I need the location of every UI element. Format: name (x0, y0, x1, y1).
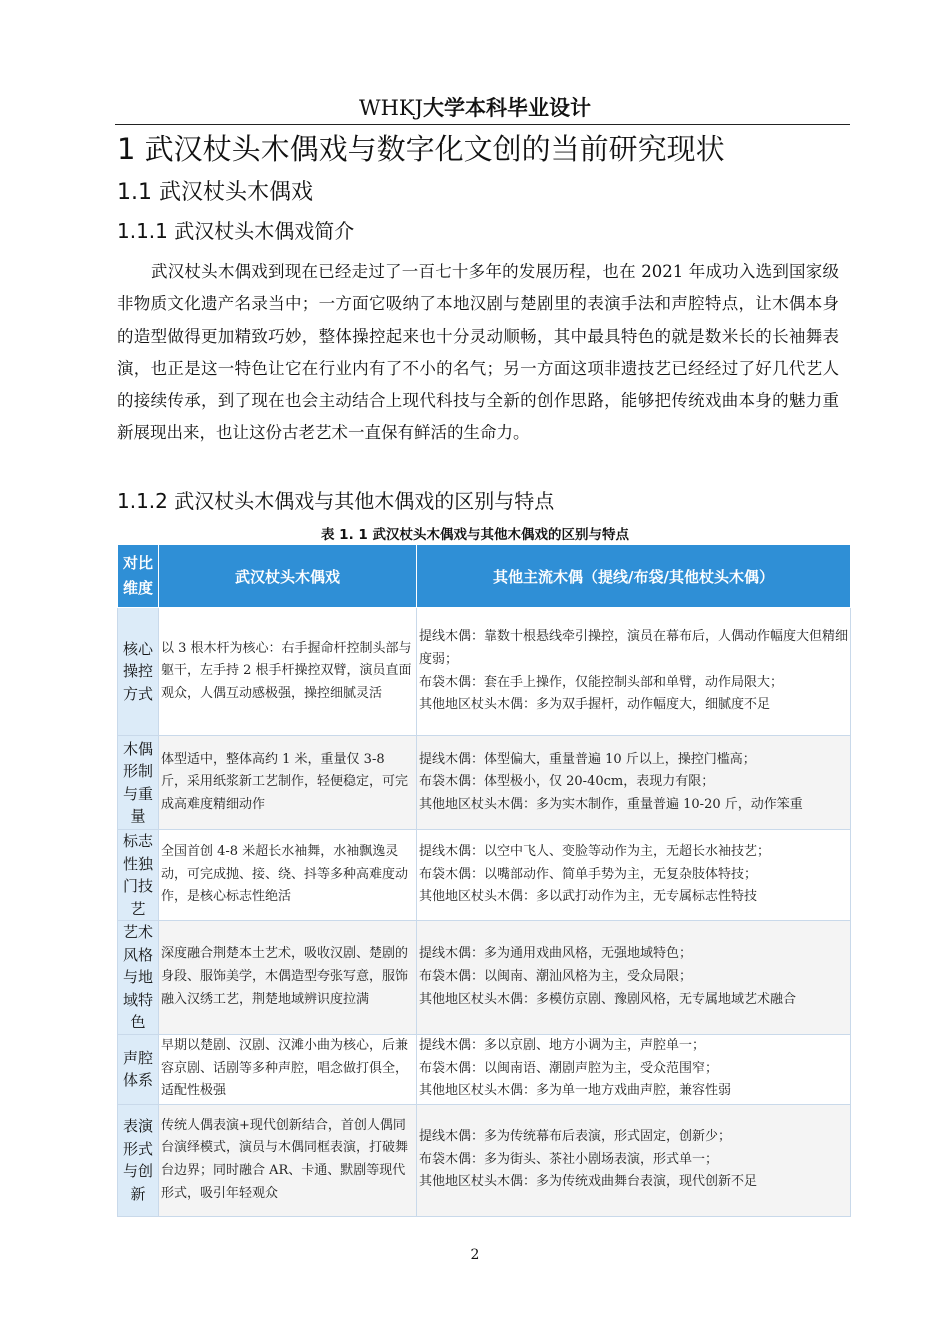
row-wuhan: 深度融合荆楚本土艺术，吸收汉剧、楚剧的身段、服饰美学，木偶造型夸张写意，服饰融入汉绣工艺，荆楚地域辨识度拉满 (159, 921, 417, 1035)
other-item: 提线木偶：多为通用戏曲风格，无强地域特色； (419, 946, 693, 962)
comparison-table (117, 544, 851, 1217)
row-dimension: 表演形式与创新 (118, 1104, 159, 1216)
other-item: 其他地区杖头木偶：多为双手握杆，动作幅度大，细腻度不足 (419, 697, 771, 713)
row-wuhan: 早期以楚剧、汉剧、汉滩小曲为核心，后兼容京剧、话剧等多种声腔，唱念做打俱全，适配性极强 (159, 1034, 417, 1104)
other-item: 提线木偶：多以京剧、地方小调为主，声腔单一； (419, 1038, 706, 1054)
header-wuhan: 武汉杖头木偶戏 (159, 545, 417, 608)
row-other (417, 830, 851, 921)
other-item: 提线木偶：体型偏大，重量普遍 10 斤以上，操控门槛高； (419, 751, 756, 767)
table-row (118, 921, 851, 1035)
other-item: 布袋木偶：以嘴部动作、简单手势为主，无复杂肢体特技； (419, 866, 758, 882)
table-caption: 表 1. 1 武汉杖头木偶戏与其他木偶戏的区别与特点 (320, 527, 629, 543)
subsection-title-intro: 1.1.1 武汉杖头木偶戏简介 (117, 219, 355, 243)
other-item: 提线木偶：以空中飞人、变脸等动作为主，无超长水袖技艺； (419, 844, 771, 860)
header-latin: WHKJ (358, 96, 423, 120)
table-row (118, 1104, 851, 1216)
row-other (417, 1034, 851, 1104)
other-item: 提线木偶：多为传统幕布后表演，形式固定，创新少； (419, 1129, 732, 1145)
row-dimension: 木偶形制与重量 (118, 736, 159, 830)
other-item: 其他地区杖头木偶：多以武打动作为主，无专属标志性特技 (419, 889, 758, 905)
other-item: 布袋木偶：体型极小，仅 20-40cm，表现力有限； (419, 774, 715, 790)
row-dimension: 核心操控方式 (118, 608, 159, 736)
subsection-title-comparison: 1.1.2 武汉杖头木偶戏与其他木偶戏的区别与特点 (117, 489, 555, 513)
table-row (118, 608, 851, 736)
row-wuhan: 以 3 根木杆为核心：右手握命杆控制头部与躯干，左手持 2 根手杆操控双臂，演员直面观众，人偶互动感极强，操控细腻灵活 (159, 608, 417, 736)
other-item: 其他地区杖头木偶：多为传统戏曲舞台表演，现代创新不足 (419, 1174, 758, 1190)
page-number: 2 (470, 1247, 480, 1263)
other-item: 布袋木偶：多为街头、茶社小剧场表演，形式单一； (419, 1151, 719, 1167)
table-header-row (118, 545, 851, 608)
table-row (118, 830, 851, 921)
other-item: 布袋木偶：以闽南语、潮剧声腔为主，受众范围窄； (419, 1060, 719, 1076)
row-other (417, 1104, 851, 1216)
row-other (417, 921, 851, 1035)
chapter-title: 1 武汉杖头木偶戏与数字化文创的当前研究现状 (117, 132, 725, 166)
page-header (0, 92, 950, 122)
other-item: 提线木偶：靠数十根悬线牵引操控，演员在幕布后，人偶动作幅度大但精细度弱； (419, 629, 849, 667)
header-rule (115, 124, 850, 125)
header-other: 其他主流木偶（提线/布袋/其他杖头木偶） (417, 545, 851, 608)
row-wuhan: 传统人偶表演+现代创新结合，首创人偶同台演绎模式，演员与木偶同框表演，打破舞台边界；同时融合 AR、卡通、默剧等现代形式，吸引年轻观众 (159, 1104, 417, 1216)
row-wuhan: 全国首创 4-8 米超长水袖舞，水袖飘逸灵动，可完成抛、接、绕、抖等多种高难度动作，是核心标志性绝活 (159, 830, 417, 921)
header-dimension: 对比维度 (118, 545, 159, 608)
other-item: 其他地区杖头木偶：多为单一地方戏曲声腔，兼容性弱 (419, 1083, 732, 1099)
table-row (118, 1034, 851, 1104)
section-title: 1.1 武汉杖头木偶戏 (117, 180, 313, 205)
other-item: 布袋木偶：套在手上操作，仅能控制头部和单臂，动作局限大； (419, 674, 784, 690)
table-row (118, 736, 851, 830)
row-dimension: 标志性独门技艺 (118, 830, 159, 921)
other-item: 布袋木偶：以闽南、潮汕风格为主，受众局限； (419, 968, 693, 984)
intro-paragraph: 武汉杖头木偶戏到现在已经走过了一百七十多年的发展历程，也在 2021 年成功入选到国家级非物质文化遗产名录当中；一方面它吸纳了本地汉剧与楚剧里的表演手法和声腔特点，让木偶本身的造型做得更加精致巧妙，整体操控起来也十分灵动顺畅，其中最具特色的就是数米长的长袖舞表演，也正是这一特色让它在行业内有了不小的名气；另一方面这项非遗技艺已经经过了好几代艺人的接续传承，到了现在也会主动结合上现代科技与全新的创作思路，能够把传统戏曲本身的魅力重新展现出来，也让这份古老艺术一直保有鲜活的生命力。 (117, 262, 839, 443)
row-dimension: 艺术风格与地域特色 (118, 921, 159, 1035)
header-text: 大学本科毕业设计 (423, 96, 591, 120)
other-item: 其他地区杖头木偶：多为实木制作，重量普遍 10-20 斤，动作笨重 (419, 796, 803, 812)
row-wuhan: 体型适中，整体高约 1 米，重量仅 3-8 斤，采用纸浆新工艺制作，轻便稳定，可完成高难度精细动作 (159, 736, 417, 830)
row-other (417, 608, 851, 736)
other-item: 其他地区杖头木偶：多模仿京剧、豫剧风格，无专属地域艺术融合 (419, 991, 797, 1007)
row-other (417, 736, 851, 830)
row-dimension: 声腔体系 (118, 1034, 159, 1104)
